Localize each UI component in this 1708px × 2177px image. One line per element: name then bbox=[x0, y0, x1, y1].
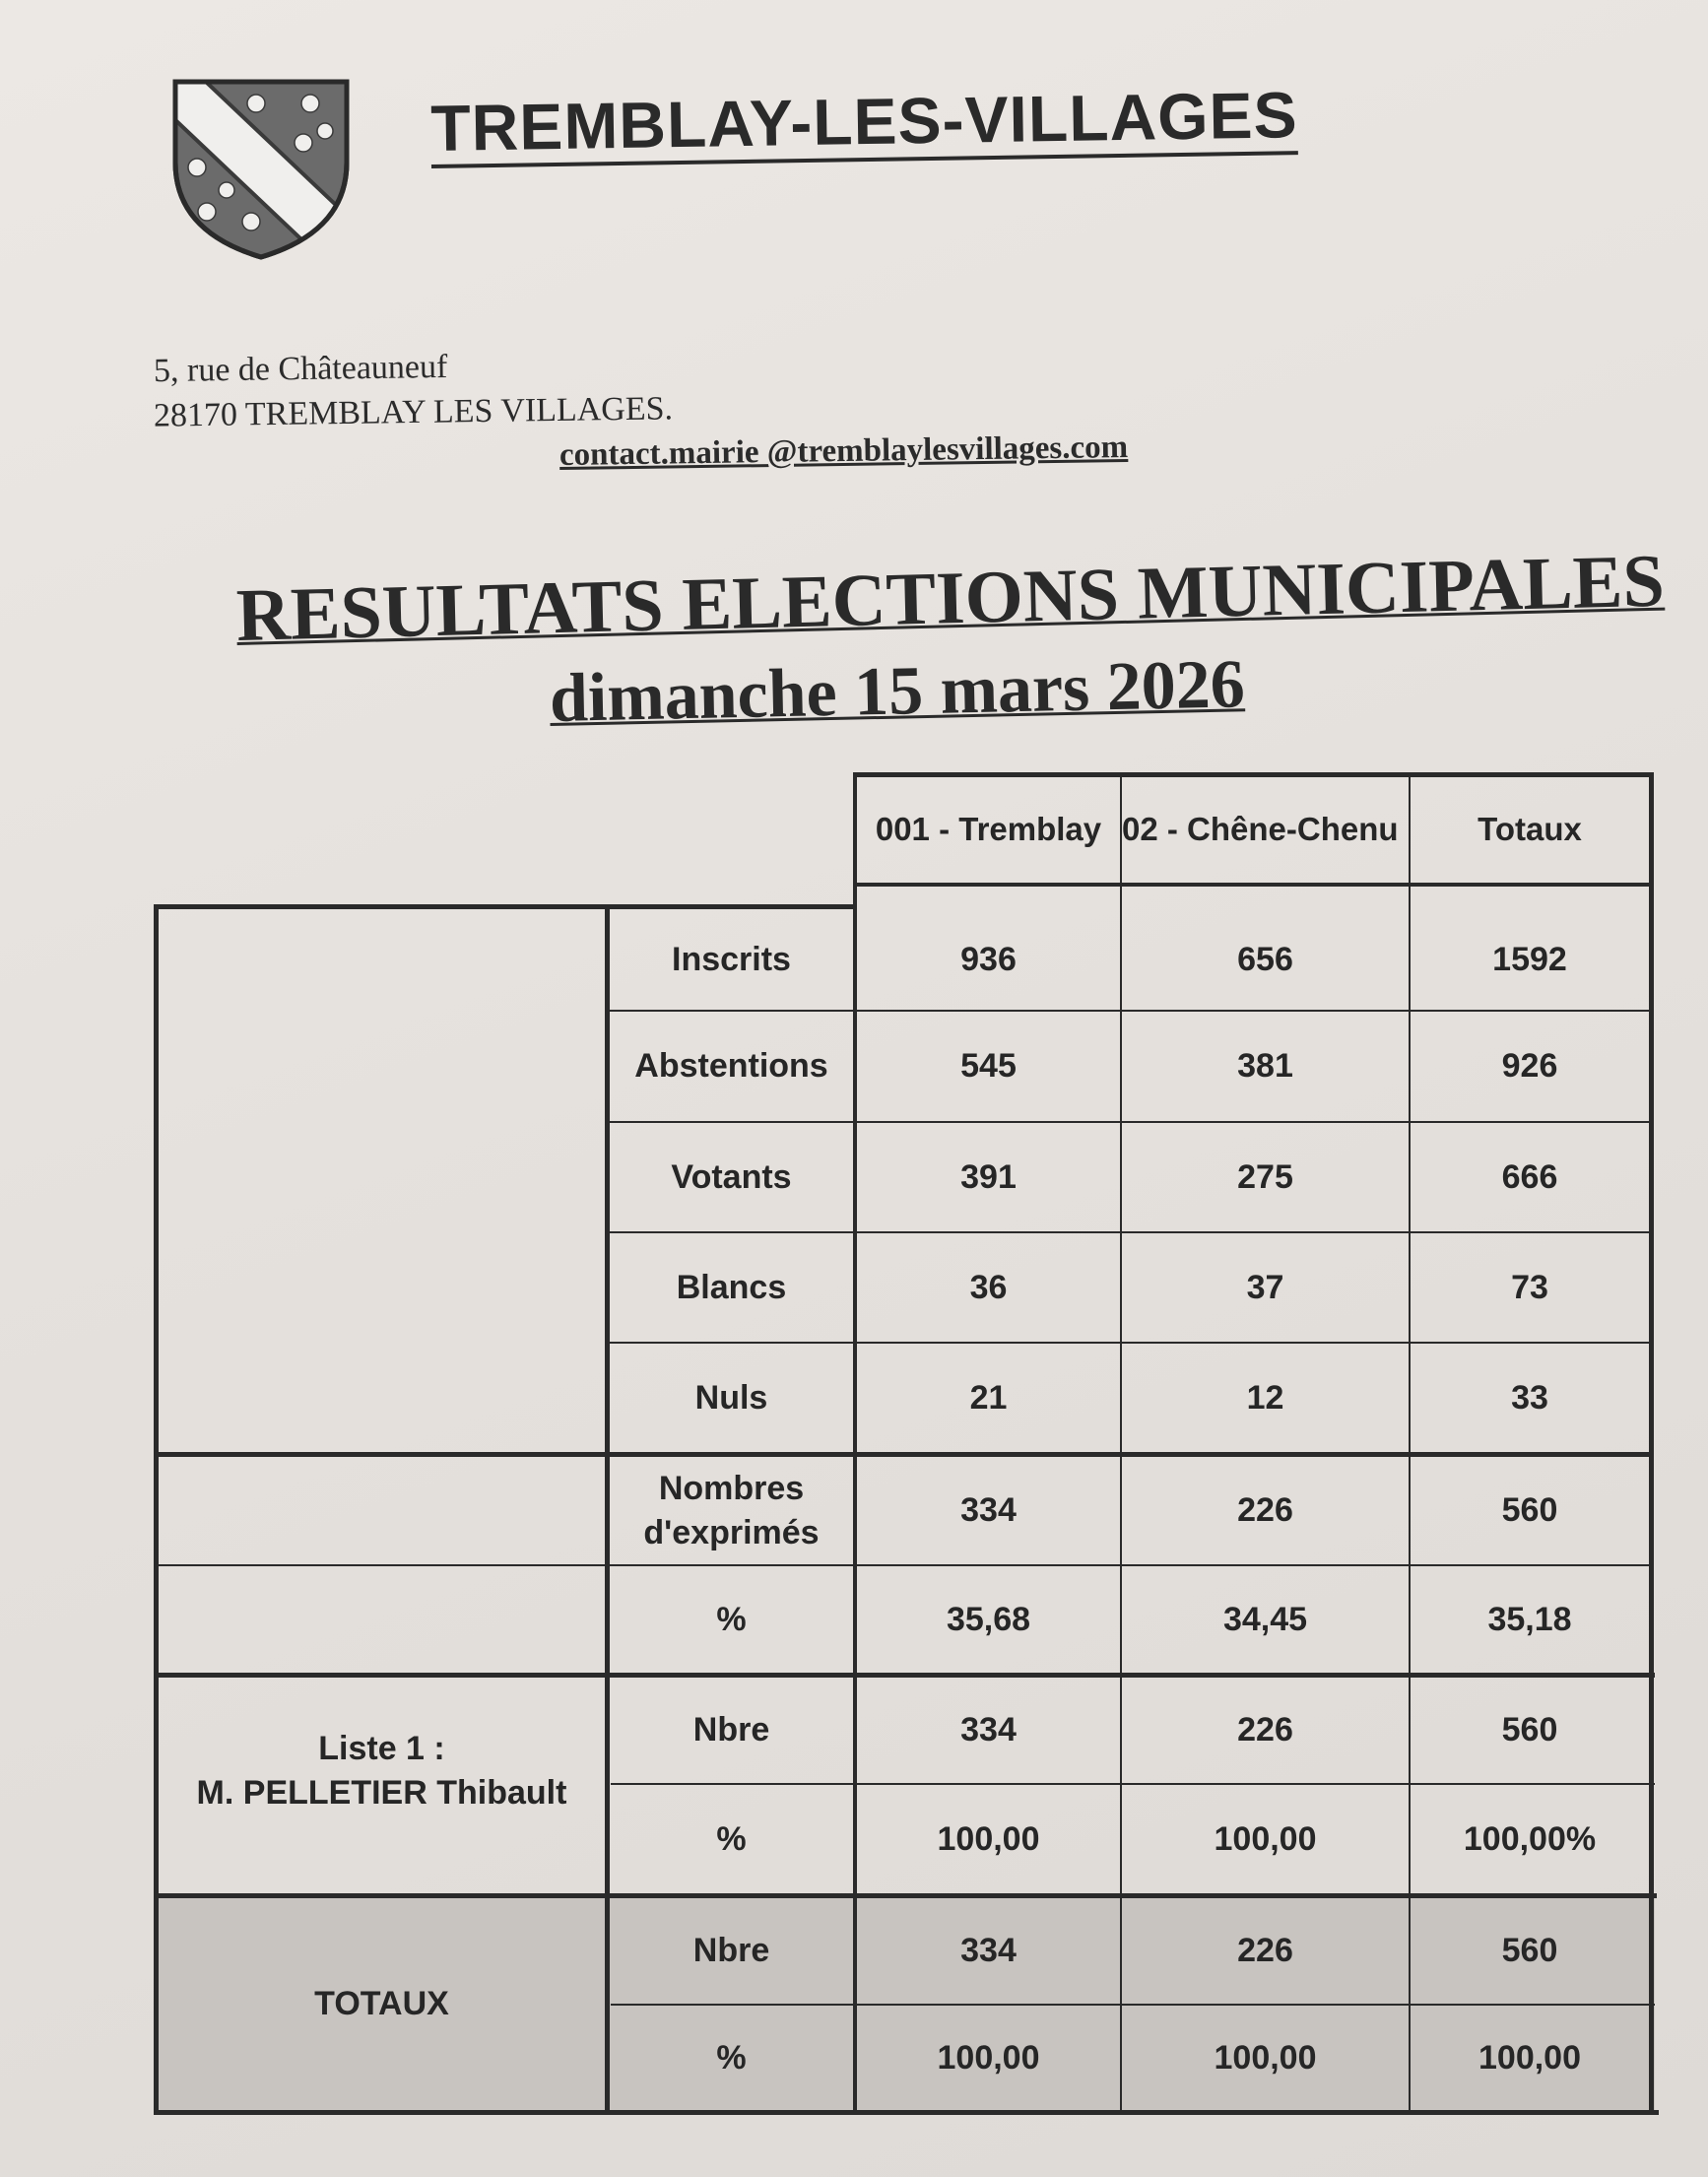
row-label-blancs: Blancs bbox=[676, 1268, 787, 1306]
value-abstentions-chene: 381 bbox=[1237, 1047, 1293, 1086]
totals-nbre-total: 560 bbox=[1501, 1932, 1558, 1970]
value-nuls-tremblay: 21 bbox=[969, 1378, 1008, 1417]
value-exprimes-pct-tremblay: 35,68 bbox=[946, 1600, 1031, 1638]
value-blancs-chene: 37 bbox=[1246, 1268, 1284, 1306]
row-label-exprimes bbox=[610, 1457, 853, 1564]
value-inscrits-tremblay: 936 bbox=[960, 940, 1017, 978]
list1-label-pct: % bbox=[716, 1819, 747, 1858]
value-exprimes-chene: 226 bbox=[1237, 1491, 1293, 1530]
totals-nbre-tremblay: 334 bbox=[960, 1932, 1017, 1970]
value-votants-tremblay: 391 bbox=[960, 1157, 1017, 1196]
row-label-exprimes-line1: Nombres bbox=[658, 1470, 805, 1508]
value-abstentions-total: 926 bbox=[1501, 1047, 1558, 1086]
totals-label: TOTAUX bbox=[314, 1985, 449, 2023]
row-label-exprimes-pct: % bbox=[716, 1600, 747, 1638]
list1-pct-total: 100,00% bbox=[1463, 1819, 1597, 1858]
list1-name bbox=[159, 1678, 605, 1893]
value-blancs-tremblay: 36 bbox=[969, 1268, 1008, 1306]
totals-pct-total: 100,00 bbox=[1478, 2038, 1581, 2077]
list1-nbre-tremblay: 334 bbox=[960, 1711, 1017, 1749]
town-title: TREMBLAY-LES-VILLAGES bbox=[430, 81, 1298, 168]
value-abstentions-tremblay: 545 bbox=[960, 1047, 1017, 1086]
row-label-inscrits: Inscrits bbox=[672, 940, 791, 978]
value-votants-total: 666 bbox=[1501, 1157, 1558, 1196]
address-street: 5, rue de Châteauneuf bbox=[153, 348, 448, 390]
value-blancs-total: 73 bbox=[1511, 1268, 1548, 1306]
row-label-abstentions: Abstentions bbox=[634, 1047, 828, 1086]
value-exprimes-pct-total: 35,18 bbox=[1487, 1600, 1572, 1638]
document-title: RESULTATS ELECTIONS MUNICIPALES bbox=[234, 539, 1666, 657]
value-inscrits-total: 1592 bbox=[1492, 940, 1567, 978]
address-city: 28170 TREMBLAY LES VILLAGES. bbox=[153, 390, 674, 434]
contact-email-link[interactable]: contact.mairie @tremblaylesvillages.com bbox=[558, 429, 1129, 474]
document-date: dimanche 15 mars 2026 bbox=[549, 646, 1246, 737]
column-header-totaux: Totaux bbox=[1478, 811, 1582, 848]
list1-name-line1: Liste 1 : bbox=[318, 1730, 445, 1768]
value-exprimes-pct-chene: 34,45 bbox=[1222, 1600, 1308, 1638]
totals-label-nbre: Nbre bbox=[692, 1932, 770, 1970]
totals-nbre-chene: 226 bbox=[1237, 1932, 1293, 1970]
value-exprimes-tremblay: 334 bbox=[960, 1491, 1017, 1530]
value-inscrits-chene: 656 bbox=[1237, 940, 1293, 978]
list1-name-line2: M. PELLETIER Thibault bbox=[196, 1773, 567, 1812]
totals-label-pct: % bbox=[716, 2038, 747, 2077]
value-nuls-total: 33 bbox=[1511, 1378, 1548, 1417]
value-nuls-chene: 12 bbox=[1246, 1378, 1284, 1417]
row-label-votants: Votants bbox=[671, 1157, 792, 1196]
totals-pct-chene: 100,00 bbox=[1214, 2038, 1317, 2077]
column-header-tremblay: 001 - Tremblay bbox=[875, 811, 1102, 848]
row-label-exprimes-line2: d'exprimés bbox=[643, 1513, 820, 1551]
value-votants-chene: 275 bbox=[1237, 1157, 1293, 1196]
list1-nbre-chene: 226 bbox=[1237, 1711, 1293, 1749]
grid-line bbox=[1649, 772, 1654, 2115]
list1-pct-chene: 100,00 bbox=[1214, 1819, 1317, 1858]
grid-line bbox=[154, 2110, 1659, 2115]
list1-label-nbre: Nbre bbox=[692, 1711, 770, 1749]
column-header-chene-chenu: 02 - Chêne-Chenu bbox=[1122, 811, 1399, 848]
list1-pct-tremblay: 100,00 bbox=[937, 1819, 1040, 1858]
value-exprimes-total: 560 bbox=[1501, 1491, 1558, 1530]
totals-pct-tremblay: 100,00 bbox=[937, 2038, 1040, 2077]
list1-nbre-total: 560 bbox=[1501, 1711, 1558, 1749]
grid-line bbox=[853, 883, 1651, 887]
row-label-nuls: Nuls bbox=[694, 1378, 768, 1417]
